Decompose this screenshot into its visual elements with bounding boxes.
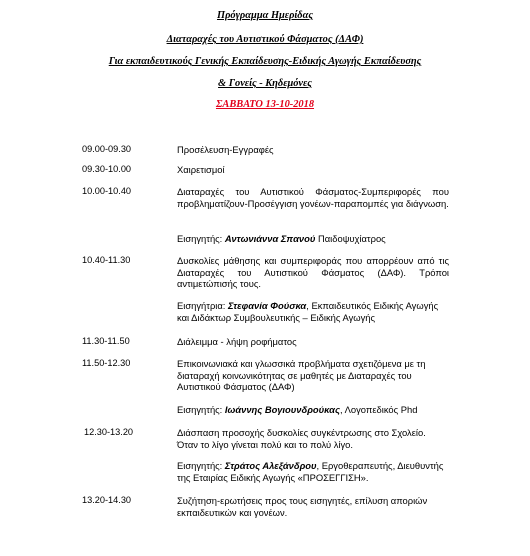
speaker-prefix: Εισηγήτρια: — [177, 300, 228, 311]
document-subtitle: Διαταραχές του Αυτιστικού Φάσματος (ΔΑΦ) — [166, 34, 364, 45]
session-description: Χαιρετισμοί — [177, 164, 225, 175]
speaker-role: , Εκπαιδευτικός Ειδικής Αγωγής και Διδάκτωρ Συμβουλευτικής – Ειδικής Αγωγής — [177, 300, 439, 323]
event-date: ΣΑΒΒΑΤΟ 13-10-2018 — [215, 99, 315, 110]
time-slot: 12.30-13.20 — [84, 427, 134, 437]
session-description: Συζήτηση-ερωτήσεις προς τους εισηγητές, επίλυση αποριών εκπαιδευτικών και γονέων. — [177, 495, 428, 518]
session-description: Διάλειμμα - λήψη ροφήματος — [177, 336, 297, 347]
speaker-line — [177, 233, 449, 245]
time-slot: 09.00-09.30 — [82, 144, 132, 154]
speaker-role: , Εργοθεραπευτής, Διευθυντής της Εταιρίας Ειδικής Αγωγής «ΠΡΟΣΕΓΓΙΣΗ». — [177, 460, 444, 483]
speaker-prefix: Εισηγητής: — [177, 460, 225, 471]
document-title: Πρόγραμμα Ημερίδας — [216, 10, 314, 21]
time-slot: 13.20-14.30 — [82, 495, 132, 505]
time-slot: 11.30-11.50 — [82, 336, 130, 346]
speaker-line — [177, 300, 449, 323]
audience-line: Για εκπαιδευτικούς Γενικής Εκπαίδευσης-Ειδικής Αγωγής Εκπαίδευσης — [108, 56, 422, 67]
session-description: Διαταραχές του Αυτιστικού Φάσματος-Συμπεριφορές που προβληματίζουν-Προσέγγιση γονέων-παραπομπές για διάγνωση. — [177, 186, 449, 209]
time-slot: 10.40-11.30 — [82, 255, 131, 265]
session-description: Δυσκολίες μάθησης και συμπεριφοράς που απορρέουν από τις Διαταραχές του Αυτιστικού Φάσματος (ΔΑΦ). Τρόποι αντιμετώπισής τους. — [177, 255, 449, 290]
session-description: Προσέλευση-Εγγραφές — [177, 144, 274, 155]
speaker-prefix: Εισηγητής: — [177, 404, 225, 415]
audience-line-2: & Γονείς - Κηδεμόνες — [218, 78, 312, 89]
speaker-name: Ιωάννης Βογιουνδρούκας — [224, 404, 340, 415]
speaker-name: Στεφανία Φούσκα — [228, 300, 307, 311]
speaker-role: , Λογοπεδικός Phd — [339, 404, 418, 415]
time-slot: 11.50-12.30 — [82, 358, 131, 368]
speaker-line — [177, 404, 467, 416]
speaker-role: Παιδοψυχίατρος — [315, 233, 386, 244]
session-description: Διάσπαση προσοχής δυσκολίες συγκέντρωσης στο Σχολείο. Όταν το λίγο γίνεται πολύ και το πολύ λίγο. — [177, 427, 426, 450]
time-slot: 09.30-10.00 — [82, 164, 132, 174]
speaker-line — [177, 460, 449, 483]
speaker-name: Στράτος Αλεξάνδρου — [224, 460, 317, 471]
speaker-prefix: Εισηγητής: — [177, 233, 225, 244]
time-slot: 10.00-10.40 — [82, 186, 132, 196]
speaker-name: Αντωνιάννα Σπανού — [224, 233, 316, 244]
session-description: Επικοινωνιακά και γλωσσικά προβλήματα σχετιζόμενα με τη διαταραχή κοινωνικότητας σε μαθητές με Διαταραχές του Αυτιστικού Φάσματος (ΔΑΦ) — [177, 358, 426, 393]
